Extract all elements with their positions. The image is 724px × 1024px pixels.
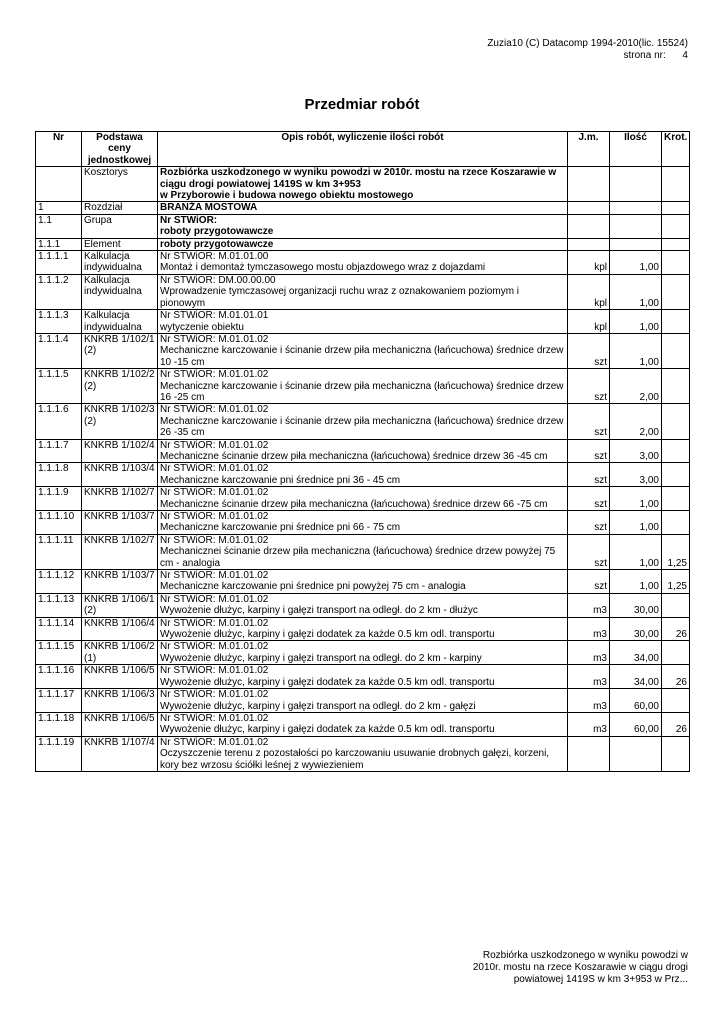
cell-podstawa: KNKRB 1/103/7 [82, 511, 158, 535]
opis-line: Nr STWiOR: M.01.01.02 [160, 369, 269, 381]
cell-jm: szt [568, 439, 610, 463]
cell-podstawa: KNKRB 1/102/3 (2) [82, 404, 158, 439]
cell-ilosc: 2,00 [610, 369, 662, 404]
col-header-opis: Opis robót, wyliczenie ilości robót [158, 132, 568, 167]
opis-line: Mechaniczne karczowanie i ścinanie drzew piła mechaniczna (łańcuchowa) średnice drzew 10 -15 cm [160, 345, 564, 368]
cell-jm: szt [568, 511, 610, 535]
cell-podstawa: KNKRB 1/106/5 [82, 712, 158, 736]
cell-nr: 1.1.1.18 [36, 712, 82, 736]
cell-krot [662, 689, 690, 713]
table-row [36, 214, 690, 238]
opis-line: roboty przygotowawcze [160, 238, 274, 250]
opis-line: Nr STWiOR: M.01.01.02 [160, 736, 269, 748]
cell-jm [568, 238, 610, 250]
opis-line: Montaż i demontaż tymczasowego mostu objazdowego wraz z dojazdami [160, 262, 486, 274]
cell-jm: m3 [568, 593, 610, 617]
cell-opis [158, 712, 568, 736]
cell-jm: szt [568, 463, 610, 487]
opis-line: Mechaniczne karczowanie pni średnice pni 36 - 45 cm [160, 474, 401, 486]
opis-line: Mechaniczne ścinanie drzew piła mechaniczna (łańcuchowa) średnice drzew 36 -45 cm [160, 450, 548, 462]
opis-line: Nr STWiOR: M.01.01.02 [160, 593, 269, 605]
cell-podstawa: KNKRB 1/106/3 [82, 689, 158, 713]
cell-podstawa: Element [82, 238, 158, 250]
table-row [36, 487, 690, 511]
przedmiar-table [35, 131, 690, 772]
opis-line: Wywożenie dłużyc, karpiny i gałęzi transport na odległ. do 2 km - gałęzi [160, 700, 476, 712]
opis-line: Wprowadzenie tymczasowej organizacji ruchu wraz z oznakowaniem poziomym i pionowym [160, 286, 520, 309]
cell-nr: 1.1 [36, 214, 82, 238]
cell-jm: kpl [568, 251, 610, 275]
cell-krot [662, 310, 690, 334]
table-row [36, 167, 690, 202]
cell-krot: 1,25 [662, 534, 690, 569]
cell-opis [158, 333, 568, 368]
cell-jm: m3 [568, 712, 610, 736]
cell-podstawa: KNKRB 1/102/4 [82, 439, 158, 463]
cell-krot [662, 214, 690, 238]
cell-opis [158, 570, 568, 594]
cell-podstawa: Rozdział [82, 202, 158, 214]
cell-krot [662, 487, 690, 511]
cell-nr: 1.1.1.6 [36, 404, 82, 439]
cell-nr: 1.1.1.8 [36, 463, 82, 487]
cell-ilosc: 34,00 [610, 641, 662, 665]
cell-krot [662, 333, 690, 368]
cell-jm: szt [568, 333, 610, 368]
cell-krot [662, 641, 690, 665]
opis-line: Nr STWiOR: DM.00.00.00 [160, 274, 276, 286]
cell-podstawa: KNKRB 1/106/1 (2) [82, 593, 158, 617]
opis-line: Nr STWiOR: M.01.01.02 [160, 487, 269, 499]
cell-ilosc: 2,00 [610, 404, 662, 439]
opis-line: Mechaniczne karczowanie pni średnice pni powyżej 75 cm - analogia [160, 581, 466, 593]
cell-krot: 1,25 [662, 570, 690, 594]
cell-podstawa: KNKRB 1/106/2 (1) [82, 641, 158, 665]
cell-nr: 1.1.1.12 [36, 570, 82, 594]
cell-opis [158, 202, 568, 214]
cell-krot: 26 [662, 617, 690, 641]
cell-jm: kpl [568, 274, 610, 309]
table-row [36, 736, 690, 771]
cell-krot [662, 238, 690, 250]
table-row [36, 274, 690, 309]
table-row [36, 202, 690, 214]
table-row [36, 404, 690, 439]
cell-opis [158, 214, 568, 238]
cell-ilosc: 1,00 [610, 274, 662, 309]
opis-line: Nr STWiOR: M.01.01.02 [160, 641, 269, 653]
table-row [36, 251, 690, 275]
cell-jm: szt [568, 534, 610, 569]
cell-nr: 1.1.1.2 [36, 274, 82, 309]
cell-opis [158, 689, 568, 713]
cell-ilosc: 30,00 [610, 617, 662, 641]
opis-line: wytyczenie obiektu [160, 321, 244, 333]
cell-jm [568, 202, 610, 214]
cell-ilosc: 1,00 [610, 251, 662, 275]
cell-podstawa: KNKRB 1/106/5 [82, 665, 158, 689]
cell-jm: szt [568, 570, 610, 594]
opis-line: Mechanicznei ścinanie drzew piła mechaniczna (łańcuchowa) średnice drzew powyżej 75 cm - analogia [160, 546, 556, 569]
opis-line: Nr STWiOR: [160, 214, 218, 226]
cell-krot [662, 251, 690, 275]
table-row [36, 570, 690, 594]
cell-jm [568, 214, 610, 238]
cell-opis [158, 593, 568, 617]
cell-opis [158, 439, 568, 463]
table-body [36, 167, 690, 772]
cell-podstawa: KNKRB 1/102/7 [82, 534, 158, 569]
opis-line: Mechaniczne karczowanie pni średnice pni 66 - 75 cm [160, 522, 401, 534]
table-row [36, 310, 690, 334]
opis-line: Nr STWiOR: M.01.01.01 [160, 310, 269, 322]
cell-nr: 1.1.1.3 [36, 310, 82, 334]
cell-nr: 1.1.1.11 [36, 534, 82, 569]
cell-ilosc [610, 214, 662, 238]
cell-krot [662, 463, 690, 487]
cell-jm: szt [568, 369, 610, 404]
cell-ilosc: 30,00 [610, 593, 662, 617]
opis-line: Mechaniczne ścinanie drzew piła mechaniczna (łańcuchowa) średnice drzew 66 -75 cm [160, 498, 548, 510]
cell-podstawa: KNKRB 1/102/1 (2) [82, 333, 158, 368]
cell-ilosc: 60,00 [610, 712, 662, 736]
cell-podstawa: KNKRB 1/102/2 (2) [82, 369, 158, 404]
cell-jm: szt [568, 487, 610, 511]
cell-krot [662, 439, 690, 463]
cell-ilosc: 1,00 [610, 570, 662, 594]
table-header-row [36, 132, 690, 167]
footer-note: Rozbiórka uszkodzonego w wyniku powodzi w 2010r. mostu na rzece Koszarawie w ciągu drogi powiatowej 1419S w km 3+953 w Prz... [472, 950, 688, 985]
cell-opis [158, 736, 568, 771]
opis-line: roboty przygotowawcze [160, 226, 274, 238]
cell-nr: 1.1.1.10 [36, 511, 82, 535]
col-header-nr: Nr [36, 132, 82, 167]
cell-podstawa: KNKRB 1/103/4 [82, 463, 158, 487]
table-row [36, 689, 690, 713]
cell-nr: 1.1.1 [36, 238, 82, 250]
opis-line: Oczyszczenie terenu z pozostałości po karczowaniu usuwanie drobnych gałęzi, korzeni, kory bez wrzosu ściółki leśnej z wywiezieniem [160, 748, 550, 771]
cell-krot: 26 [662, 712, 690, 736]
cell-jm [568, 736, 610, 771]
cell-jm: kpl [568, 310, 610, 334]
cell-ilosc: 1,00 [610, 534, 662, 569]
table-row [36, 617, 690, 641]
table-row [36, 712, 690, 736]
cell-opis [158, 487, 568, 511]
cell-opis [158, 534, 568, 569]
opis-line: Nr STWiOR: M.01.01.02 [160, 404, 269, 416]
cell-podstawa: Grupa [82, 214, 158, 238]
cell-nr: 1 [36, 202, 82, 214]
cell-nr: 1.1.1.5 [36, 369, 82, 404]
cell-opis [158, 404, 568, 439]
table-row [36, 333, 690, 368]
col-header-ilosc: Ilość [610, 132, 662, 167]
document-title: Przedmiar robót [304, 96, 420, 113]
cell-krot [662, 274, 690, 309]
cell-krot [662, 369, 690, 404]
opis-line: Nr STWiOR: M.01.01.02 [160, 463, 269, 475]
cell-ilosc [610, 736, 662, 771]
table-row [36, 641, 690, 665]
cell-nr: 1.1.1.13 [36, 593, 82, 617]
opis-line: w Przyborowie i budowa nowego obiektu mostowego [160, 190, 414, 202]
cell-ilosc: 3,00 [610, 463, 662, 487]
cell-opis [158, 463, 568, 487]
cell-krot [662, 404, 690, 439]
opis-line: Rozbiórka uszkodzonego w wyniku powodzi w 2010r. mostu na rzece Koszarawie w ciągu drogi powiatowej 1419S w km 3+953 [160, 167, 557, 190]
cell-ilosc: 1,00 [610, 310, 662, 334]
cell-opis [158, 641, 568, 665]
cell-nr: 1.1.1.14 [36, 617, 82, 641]
cell-nr: 1.1.1.16 [36, 665, 82, 689]
cell-opis [158, 310, 568, 334]
cell-jm: m3 [568, 641, 610, 665]
cell-krot [662, 736, 690, 771]
cell-jm: szt [568, 404, 610, 439]
cell-ilosc [610, 167, 662, 202]
cell-krot [662, 593, 690, 617]
cell-ilosc [610, 238, 662, 250]
cell-nr: 1.1.1.9 [36, 487, 82, 511]
cell-opis [158, 617, 568, 641]
table-row [36, 463, 690, 487]
opis-line: Nr STWiOR: M.01.01.02 [160, 712, 269, 724]
opis-line: Wywożenie dłużyc, karpiny i gałęzi transport na odległ. do 2 km - dłużyc [160, 605, 478, 617]
cell-ilosc [610, 202, 662, 214]
opis-line: Nr STWiOR: M.01.01.02 [160, 534, 269, 546]
opis-line: Nr STWiOR: M.01.01.02 [160, 617, 269, 629]
cell-opis [158, 665, 568, 689]
table-row [36, 511, 690, 535]
opis-line: Wywożenie dłużyc, karpiny i gałęzi transport na odległ. do 2 km - karpiny [160, 652, 482, 664]
cell-ilosc: 34,00 [610, 665, 662, 689]
cell-jm: m3 [568, 617, 610, 641]
cell-nr: 1.1.1.7 [36, 439, 82, 463]
cell-opis [158, 251, 568, 275]
cell-nr: 1.1.1.17 [36, 689, 82, 713]
cell-nr [36, 167, 82, 202]
program-info: Zuzia10 (C) Datacomp 1994-2010(lic. 15524) [487, 38, 688, 49]
cell-podstawa: KNKRB 1/106/4 [82, 617, 158, 641]
cell-opis [158, 238, 568, 250]
cell-podstawa: KNKRB 1/103/7 [82, 570, 158, 594]
cell-jm: m3 [568, 665, 610, 689]
cell-ilosc: 1,00 [610, 333, 662, 368]
cell-krot [662, 167, 690, 202]
cell-podstawa: Kalkulacja indywidualna [82, 274, 158, 309]
cell-podstawa: KNKRB 1/102/7 [82, 487, 158, 511]
col-header-podstawa: Podstawa ceny jednostkowej [82, 132, 158, 167]
cell-opis [158, 369, 568, 404]
cell-nr: 1.1.1.1 [36, 251, 82, 275]
opis-line: Wywożenie dłużyc, karpiny i gałęzi dodatek za każde 0.5 km odl. transportu [160, 629, 495, 641]
opis-line: Mechaniczne karczowanie i ścinanie drzew piła mechaniczna (łańcuchowa) średnice drzew 26 -35 cm [160, 415, 564, 439]
col-header-jm: J.m. [568, 132, 610, 167]
table-row [36, 593, 690, 617]
cell-nr: 1.1.1.15 [36, 641, 82, 665]
cell-jm [568, 167, 610, 202]
cell-ilosc: 1,00 [610, 487, 662, 511]
page-number: strona nr: 4 [623, 50, 688, 61]
cell-opis [158, 511, 568, 535]
table-row [36, 534, 690, 569]
opis-line: Nr STWiOR: M.01.01.00 [160, 251, 269, 263]
cell-krot: 26 [662, 665, 690, 689]
opis-line: Nr STWiOR: M.01.01.02 [160, 689, 269, 701]
cell-podstawa: KNKRB 1/107/4 [82, 736, 158, 771]
table-row [36, 369, 690, 404]
cell-ilosc: 3,00 [610, 439, 662, 463]
opis-line: Nr STWiOR: M.01.01.02 [160, 511, 269, 522]
opis-line: Wywożenie dłużyc, karpiny i gałęzi dodatek za każde 0.5 km odl. transportu [160, 724, 495, 736]
cell-ilosc: 60,00 [610, 689, 662, 713]
opis-line: BRANŻA MOSTOWA [160, 202, 258, 214]
table-row [36, 665, 690, 689]
cell-podstawa: Kosztorys [82, 167, 158, 202]
cell-krot [662, 511, 690, 535]
opis-line: Nr STWiOR: M.01.01.02 [160, 665, 269, 677]
opis-line: Nr STWiOR: M.01.01.02 [160, 570, 269, 582]
cell-podstawa: Kalkulacja indywidualna [82, 310, 158, 334]
opis-line: Wywożenie dłużyc, karpiny i gałęzi dodatek za każde 0.5 km odl. transportu [160, 676, 495, 688]
opis-line: Nr STWiOR: M.01.01.02 [160, 333, 269, 345]
cell-jm: m3 [568, 689, 610, 713]
cell-nr: 1.1.1.4 [36, 333, 82, 368]
table-row [36, 238, 690, 250]
opis-line: Nr STWiOR: M.01.01.02 [160, 439, 269, 451]
cell-podstawa: Kalkulacja indywidualna [82, 251, 158, 275]
cell-opis [158, 274, 568, 309]
col-header-krot: Krot. [662, 132, 690, 167]
cell-opis [158, 167, 568, 202]
cell-krot [662, 202, 690, 214]
table-row [36, 439, 690, 463]
cell-nr: 1.1.1.19 [36, 736, 82, 771]
opis-line: Mechaniczne karczowanie i ścinanie drzew piła mechaniczna (łańcuchowa) średnice drzew 16 -25 cm [160, 380, 564, 403]
cell-ilosc: 1,00 [610, 511, 662, 535]
